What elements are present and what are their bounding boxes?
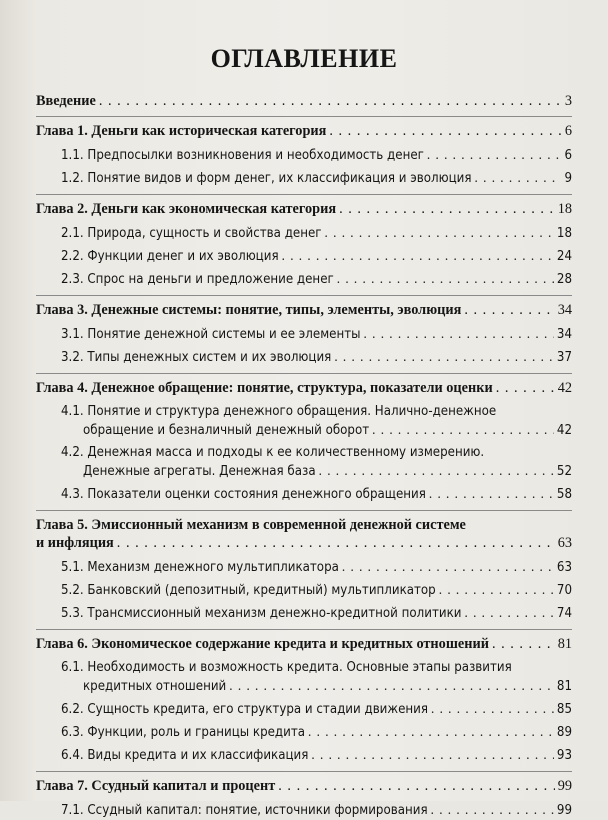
toc-entry-title: Глава 6. Экономическое содержание кредита и кредитных отношений: [36, 636, 489, 652]
toc-page-number: 24: [556, 249, 572, 264]
toc-chapter-entry[interactable]: [36, 379, 572, 397]
toc-page-number: 18: [556, 226, 572, 241]
toc-section-entry[interactable]: [36, 659, 572, 696]
toc-entry-title: 3.1. Понятие денежной системы и ее элементы: [61, 327, 361, 342]
chapter-separator: [36, 194, 572, 195]
toc-entry-title: 2.2. Функции денег и их эволюция: [61, 249, 279, 264]
toc-entry-title: 5.1. Механизм денежного мультипликатора: [61, 560, 339, 575]
toc-page-number: 81: [557, 636, 572, 652]
toc-section-entry[interactable]: [36, 146, 572, 165]
toc-section-entry[interactable]: [36, 700, 572, 719]
dot-leader: [342, 558, 554, 576]
dot-leader: [427, 146, 562, 164]
toc-chapter-entry[interactable]: [36, 200, 572, 218]
toc-page-number: 42: [557, 380, 572, 396]
toc-page-number: 28: [556, 272, 572, 287]
dot-leader: [311, 746, 554, 764]
dot-leader: [325, 224, 554, 242]
dot-leader: [278, 777, 554, 795]
dot-leader: [372, 421, 554, 439]
toc-entry-title: 6.3. Функции, роль и границы кредита: [61, 725, 305, 740]
dot-leader: [431, 801, 554, 819]
toc-chapter-entry[interactable]: [36, 777, 572, 795]
dot-leader: [339, 200, 555, 218]
dot-leader: [431, 700, 554, 718]
toc-entry-title: 1.1. Предпосылки возникновения и необходимость денег: [61, 148, 424, 163]
toc-entry-title: 5.3. Трансмиссионный механизм денежно-кредитной политики: [61, 606, 462, 621]
toc-section-entry[interactable]: [36, 247, 572, 266]
dot-leader: [475, 169, 562, 187]
dot-leader: [429, 485, 554, 503]
toc-chapter-entry[interactable]: [36, 516, 572, 552]
toc-entry-title: Глава 2. Деньги как экономическая категория: [36, 201, 337, 217]
toc-section-entry[interactable]: [36, 348, 572, 367]
chapter-separator: [36, 629, 572, 630]
toc-section-entry[interactable]: [36, 224, 572, 243]
toc-entry-title: 3.2. Типы денежных систем и их эволюция: [61, 350, 332, 365]
toc-chapter-entry[interactable]: [36, 301, 572, 319]
dot-leader: [464, 301, 554, 319]
dot-leader: [282, 247, 554, 265]
toc-entry-title: 1.2. Понятие видов и форм денег, их классификация и эволюция: [61, 171, 472, 186]
toc-entry-title: Глава 4. Денежное обращение: понятие, структура, показатели оценки: [36, 380, 493, 396]
toc-page-number: 99: [557, 778, 572, 794]
chapter-separator: [36, 295, 572, 296]
toc-page-number: 58: [556, 487, 572, 502]
toc-section-entry[interactable]: [36, 169, 572, 188]
toc-entry-title: Денежные агрегаты. Денежная база: [83, 464, 316, 479]
toc-page-number: 74: [556, 606, 572, 621]
toc-entry-title: Глава 3. Денежные системы: понятие, типы, элементы, эволюция: [36, 302, 462, 318]
toc-page-number: 42: [556, 423, 572, 438]
toc-page-number: 89: [556, 725, 572, 740]
toc-entry-title: 5.2. Банковский (депозитный, кредитный) мультипликатор: [61, 583, 436, 598]
toc-section-entry[interactable]: [36, 604, 572, 623]
toc-entry-first-line: 6.1. Необходимость и возможность кредита. Основные этапы развития: [61, 660, 512, 675]
table-of-contents: [36, 92, 572, 820]
dot-leader: [496, 379, 555, 397]
toc-section-entry[interactable]: [36, 403, 572, 440]
toc-entry-title: 2.1. Природа, сущность и свойства денег: [61, 226, 322, 241]
dot-leader: [337, 270, 554, 288]
toc-page-number: 93: [556, 748, 572, 763]
toc-section-entry[interactable]: [36, 485, 572, 504]
toc-section-entry[interactable]: [36, 558, 572, 577]
dot-leader: [329, 122, 561, 140]
toc-entry-title: и инфляция: [36, 535, 114, 551]
dot-leader: [464, 604, 553, 622]
toc-entry-title: 6.2. Сущность кредита, его структура и стадии движения: [61, 702, 428, 717]
dot-leader: [99, 92, 562, 110]
toc-entry-title: 4.3. Показатели оценки состояния денежного обращения: [61, 487, 426, 502]
toc-entry-title: 7.1. Ссудный капитал: понятие, источники формирования: [61, 803, 428, 818]
toc-section-entry[interactable]: [36, 270, 572, 289]
toc-page-number: 6: [564, 123, 572, 139]
toc-page-number: 9: [564, 171, 572, 186]
toc-entry-first-line: Глава 5. Эмиссионный механизм в современной денежной системе: [36, 517, 466, 533]
toc-entry-title: 6.4. Виды кредита и их классификация: [61, 748, 309, 763]
toc-chapter-entry[interactable]: [36, 92, 572, 110]
toc-chapter-entry[interactable]: [36, 122, 572, 140]
toc-chapter-entry[interactable]: [36, 635, 572, 653]
chapter-separator: [36, 373, 572, 374]
dot-leader: [364, 325, 554, 343]
toc-page-number: 34: [557, 302, 572, 318]
toc-section-entry[interactable]: [36, 325, 572, 344]
toc-section-entry[interactable]: [36, 723, 572, 742]
dot-leader: [229, 677, 554, 695]
toc-section-entry[interactable]: [36, 581, 572, 600]
toc-page-number: 52: [556, 464, 572, 479]
toc-entry-title: Глава 1. Деньги как историческая категория: [36, 123, 327, 139]
dot-leader: [308, 723, 554, 741]
toc-entry-title: Глава 7. Ссудный капитал и процент: [36, 778, 276, 794]
toc-entry-title: обращение и безналичный денежный оборот: [83, 423, 370, 438]
toc-page-number: 99: [556, 803, 572, 818]
toc-page-number: 63: [556, 560, 572, 575]
toc-page-number: 34: [556, 327, 572, 342]
dot-leader: [492, 635, 555, 653]
toc-page-number: 63: [557, 535, 572, 551]
toc-page-number: 37: [556, 350, 572, 365]
toc-page-number: 81: [556, 679, 572, 694]
toc-page-number: 6: [564, 148, 572, 163]
toc-section-entry[interactable]: [36, 746, 572, 765]
chapter-separator: [36, 116, 572, 117]
toc-entry-first-line: 4.1. Понятие и структура денежного обращения. Налично-денежное: [61, 404, 497, 419]
toc-page-number: 3: [564, 93, 572, 109]
chapter-separator: [36, 510, 572, 511]
toc-entry-title: Введение: [36, 93, 96, 109]
toc-page-number: 18: [557, 201, 572, 217]
chapter-separator: [36, 771, 572, 772]
toc-page-number: 85: [556, 702, 572, 717]
toc-entry-title: 2.3. Спрос на деньги и предложение денег: [61, 272, 334, 287]
dot-leader: [334, 348, 554, 366]
dot-leader: [117, 534, 555, 552]
toc-section-entry[interactable]: [36, 444, 572, 481]
toc-page-number: 70: [556, 583, 572, 598]
toc-entry-title: кредитных отношений: [83, 679, 227, 694]
dot-leader: [319, 462, 554, 480]
toc-section-entry[interactable]: [36, 801, 572, 820]
dot-leader: [439, 581, 554, 599]
toc-entry-first-line: 4.2. Денежная масса и подходы к ее количественному измерению.: [61, 445, 485, 460]
page-title: ОГЛАВЛЕНИЕ: [210, 44, 398, 73]
